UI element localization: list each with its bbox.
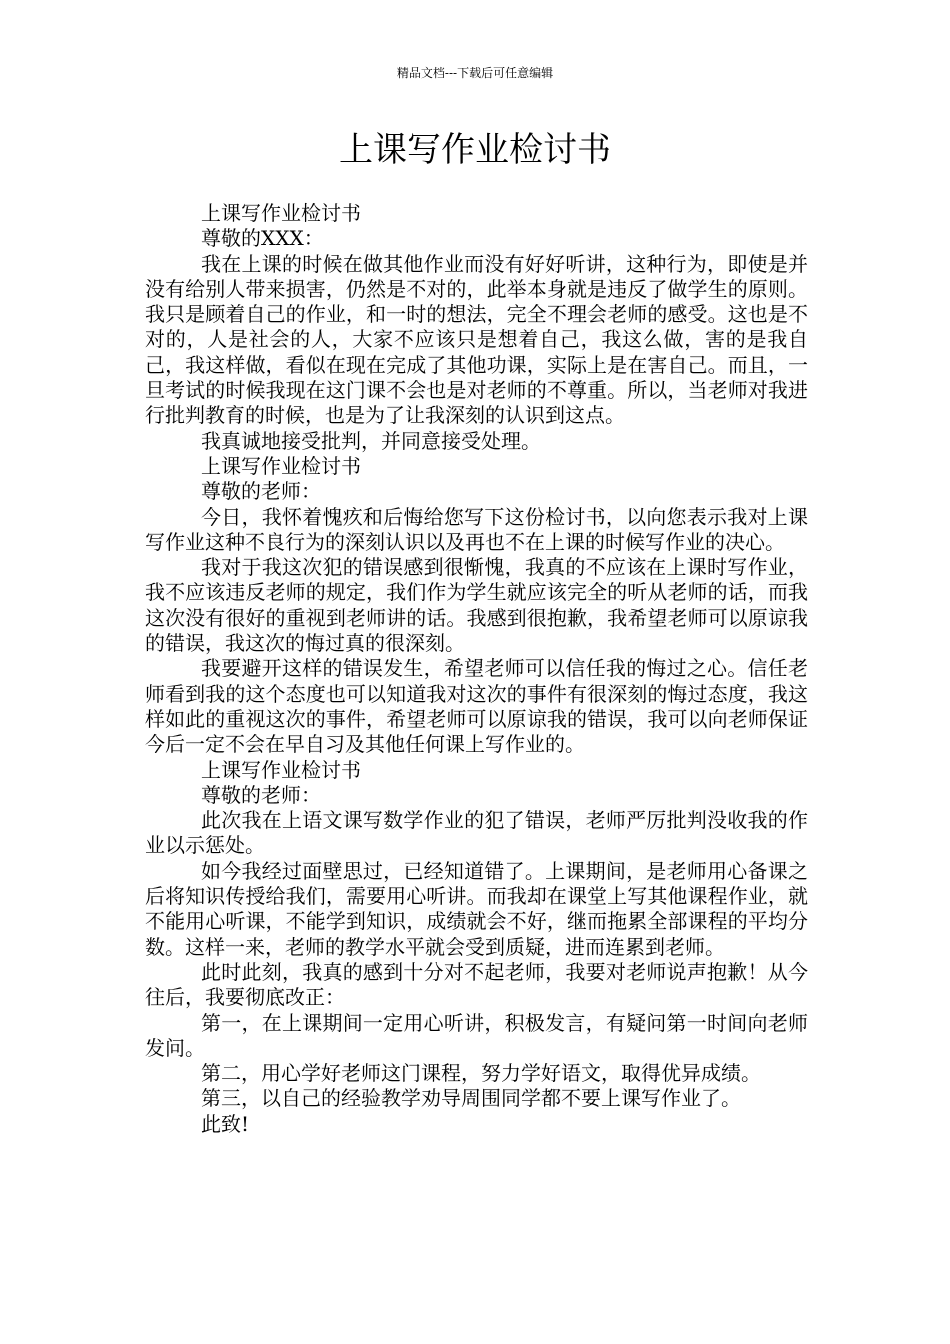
body-paragraph: 我真诚地接受批判，并同意接受处理。: [201, 428, 541, 453]
body-paragraph: 此次我在上语文课写数学作业的犯了错误，老师严厉批判没收我的作业以示惩处。: [145, 808, 808, 858]
salutation: 尊敬的老师：: [201, 479, 321, 504]
body-paragraph: 我在上课的时候在做其他作业而没有好好听讲，这种行为，即使是并没有给别人带来损害，仍然是不对的，此举本身就是违反了做学生的原则。我只是顾着自己的作业，和一时的想法，完全不理会老师的感受。这也是不对的，人是社会的人，大家不应该只是想着自己，我这么做，害的是我自己，我这样做，看似在现在完成了其他功课，实际上是在害自己。而且，一旦考试的时候我现在这门课不会也是对老师的不尊重。所以，当老师对我进行批判教育的时候，也是为了让我深刻的认识到这点。: [145, 251, 808, 428]
body-paragraph: 今日，我怀着愧疚和后悔给您写下这份检讨书，以向您表示我对上课写作业这种不良行为的深刻认识以及再也不在上课的时候写作业的决心。: [145, 504, 808, 554]
salutation: 尊敬的老师：: [201, 782, 321, 807]
heading-line: 上课写作业检讨书: [201, 453, 361, 478]
document-title: 上课写作业检讨书: [339, 130, 611, 170]
salutation: 尊敬的XXX：: [201, 226, 324, 251]
closing-line: 此致!: [201, 1111, 250, 1136]
header-note: 精品文档---下载后可任意编辑: [396, 66, 554, 80]
list-item: 第三，以自己的经验教学劝导周围同学都不要上课写作业了。: [201, 1086, 741, 1111]
heading-line: 上课写作业检讨书: [201, 757, 361, 782]
body-paragraph: 此时此刻，我真的感到十分对不起老师，我要对老师说声抱歉！从今往后，我要彻底改正：: [145, 959, 808, 1010]
heading-line: 上课写作业检讨书: [201, 201, 361, 225]
body-paragraph: 如今我经过面壁思过，已经知道错了。上课期间，是老师用心备课之后将知识传授给我们，需要用心听讲。而我却在课堂上写其他课程作业，就不能用心听课，不能学到知识，成绩就会不好，继而拖累全部课程的平均分数。这样一来，老师的教学水平就会受到质疑，进而连累到老师。: [145, 858, 808, 959]
list-item: 第一，在上课期间一定用心听讲，积极发言，有疑问第一时间向老师发问。: [145, 1010, 808, 1060]
list-item: 第二，用心学好老师这门课程，努力学好语文，取得优异成绩。: [201, 1061, 761, 1086]
body-paragraph: 我对于我这次犯的错误感到很惭愧，我真的不应该在上课时写作业，我不应该违反老师的规定，我们作为学生就应该完全的听从老师的话，而我这次没有很好的重视到老师讲的话。我感到很抱歉，我希望老师可以原谅我的错误，我这次的悔过真的很深刻。: [145, 555, 808, 656]
body-paragraph: 我要避开这样的错误发生，希望老师可以信任我的悔过之心。信任老师看到我的这个态度也可以知道我对这次的事件有很深刻的悔过态度，我这样如此的重视这次的事件，希望老师可以原谅我的错误，我可以向老师保证今后一定不会在早自习及其他任何课上写作业的。: [145, 656, 808, 757]
document-body: [145, 201, 808, 1137]
